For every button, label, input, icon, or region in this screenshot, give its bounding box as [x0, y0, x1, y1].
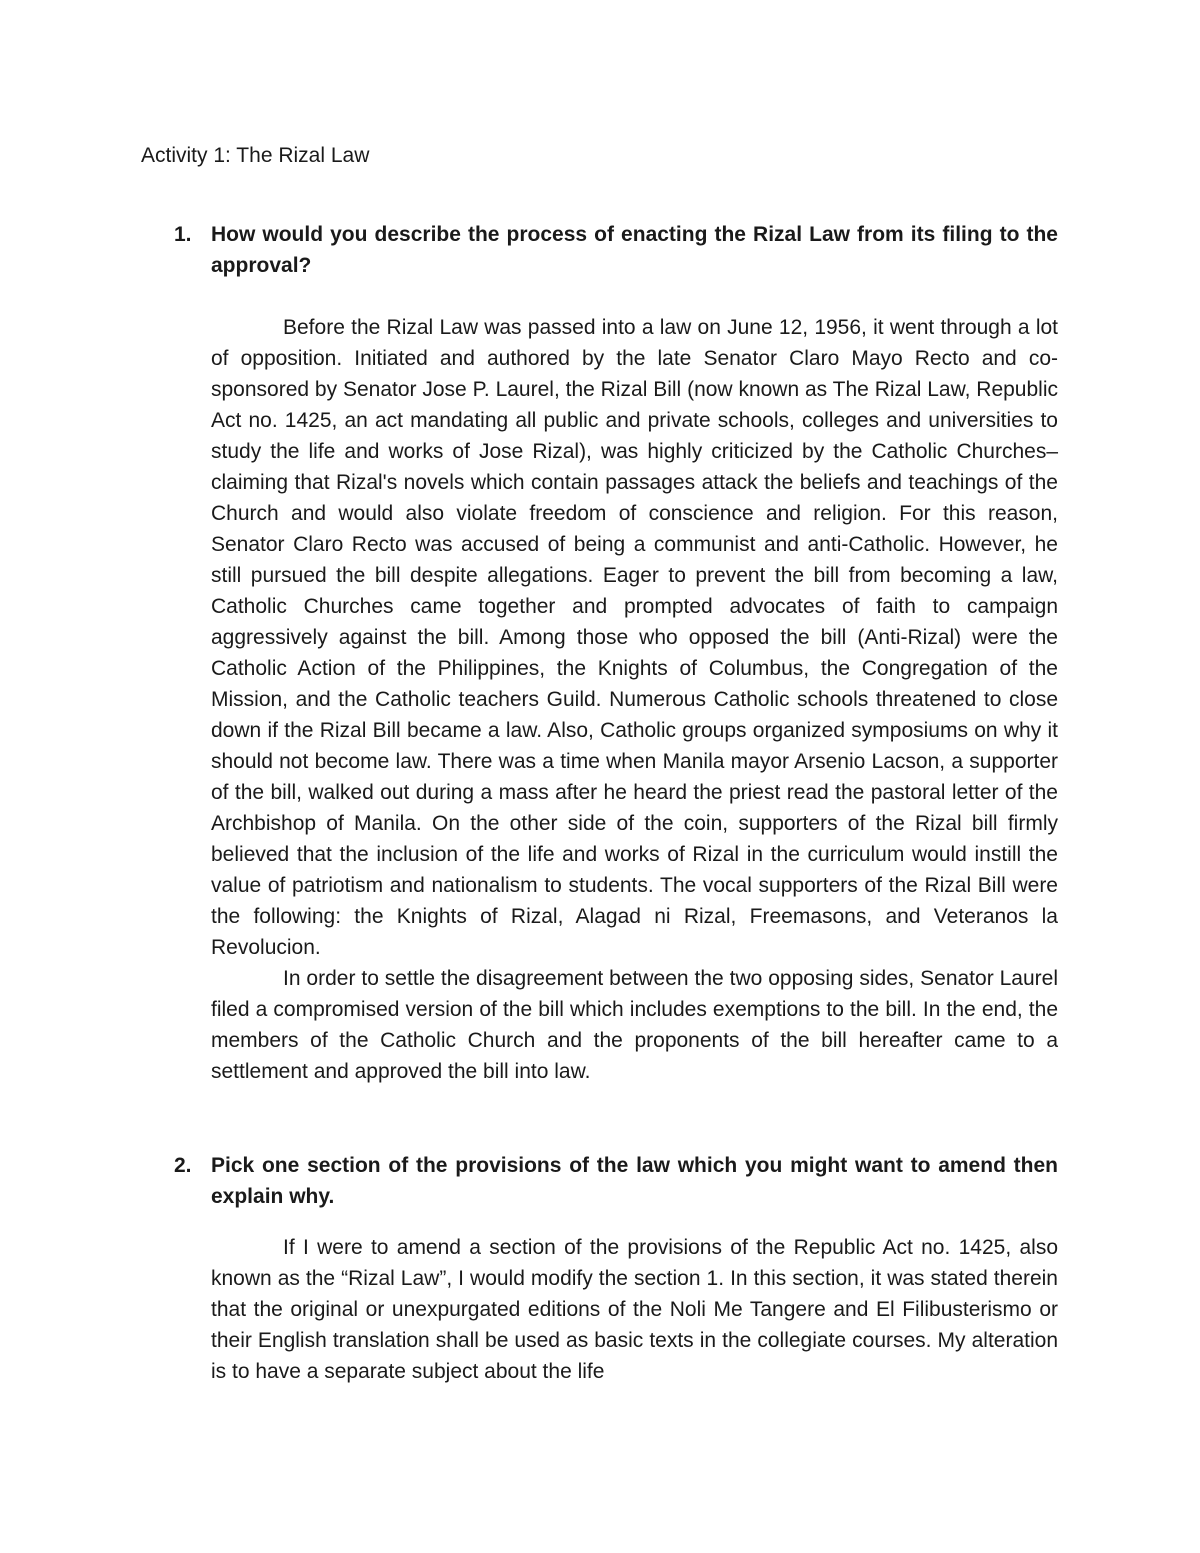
answer-paragraph: In order to settle the disagreement between the two opposing sides, Senator Laurel filed a compromised version of the bill which includes exemptions to the bill. In the end, the members of the Catholic Church and the proponents of the bill hereafter came to a settlement and approved the bill into law. — [211, 967, 1058, 1083]
question-number: 2. — [174, 1154, 192, 1177]
answer-1 — [211, 312, 1058, 1087]
answer-paragraph: Before the Rizal Law was passed into a law on June 12, 1956, it went through a lot of opposition. Initiated and authored by the late Senator Claro Mayo Recto and co-sponsored by Senator Jose P. Laurel, the Rizal Bill (now known as The Rizal Law, Republic Act no. 1425, an act mandating all public and private schools, colleges and universities to study the life and works of Jose Rizal), was highly criticized by the Catholic Churches– claiming that Rizal's novels which contain passages attack the beliefs and teachings of the Church and would also violate freedom of conscience and religion. For this reason, Senator Claro Recto was accused of being a communist and anti-Catholic. However, he still pursued the bill despite allegations. Eager to prevent the bill from becoming a law, Catholic Churches came together and prompted advocates of faith to campaign aggressively against the bill. Among those who opposed the bill (Anti-Rizal) were the Catholic Action of the Philippines, the Knights of Columbus, the Congregation of the Mission, and the Catholic teachers Guild. Numerous Catholic schools threatened to close down if the Rizal Bill became a law. Also, Catholic groups organized symposiums on why it should not become law. There was a time when Manila mayor Arsenio Lacson, a supporter of the bill, walked out during a mass after he heard the priest read the pastoral letter of the Archbishop of Manila. On the other side of the coin, supporters of the Rizal bill firmly believed that the inclusion of the life and works of Rizal in the curriculum would instill the value of patriotism and nationalism to students. The vocal supporters of the Rizal Bill were the following: the Knights of Rizal, Alagad ni Rizal, Freemasons, and Veteranos la Revolucion. — [211, 316, 1058, 959]
question-text: How would you describe the process of enacting the Rizal Law from its filing to the approval? — [211, 223, 1058, 277]
question-1 — [141, 219, 1058, 281]
question-text: Pick one section of the provisions of the law which you might want to amend then explain why. — [211, 1154, 1058, 1208]
question-2 — [141, 1150, 1058, 1212]
answer-2 — [211, 1232, 1058, 1387]
answer-paragraph: If I were to amend a section of the provisions of the Republic Act no. 1425, also known as the “Rizal Law”, I would modify the section 1. In this section, it was stated therein that the original or unexpurgated editions of the Noli Me Tangere and El Filibusterismo or their English translation shall be used as basic texts in the collegiate courses. My alteration is to have a separate subject about the life — [211, 1236, 1058, 1383]
document-title: Activity 1: The Rizal Law — [141, 144, 370, 167]
question-number: 1. — [174, 223, 192, 246]
